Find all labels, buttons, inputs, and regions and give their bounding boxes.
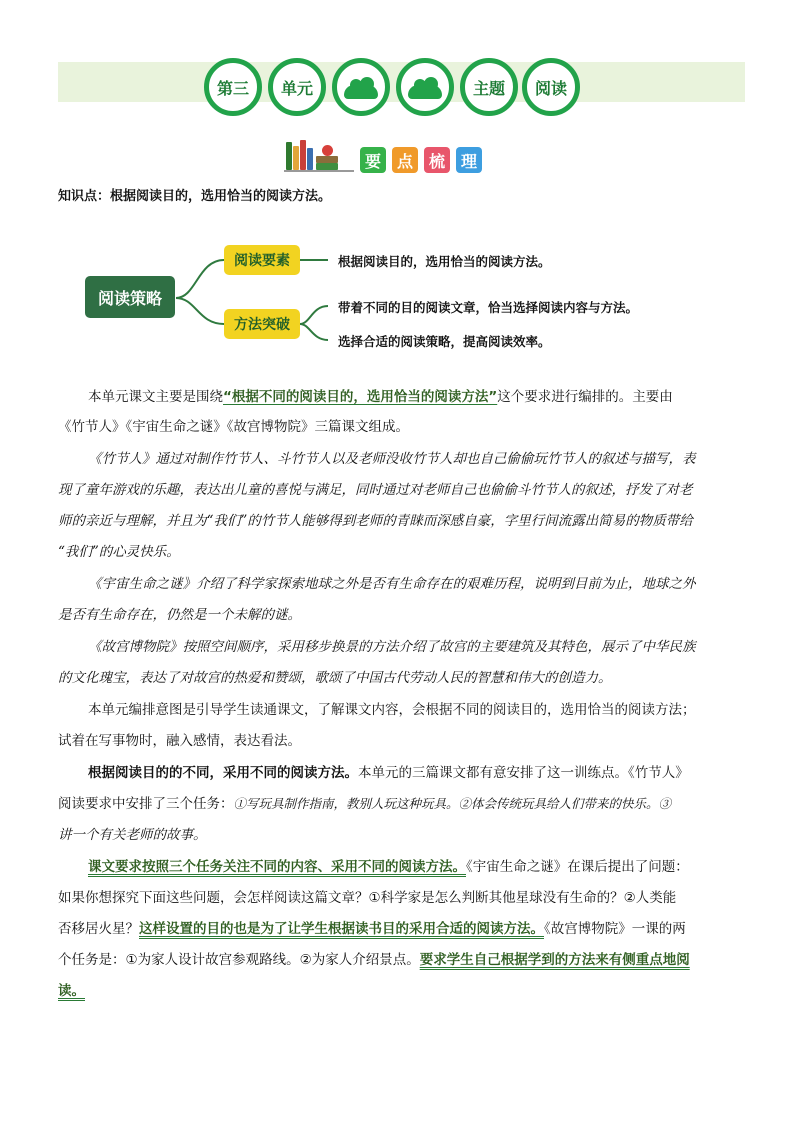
title-char-4: 理 — [456, 147, 482, 173]
mindmap-branch-1: 阅读要素 — [224, 245, 300, 275]
cloud-icon — [408, 85, 442, 99]
paragraph-1-line-2: 《竹节人》《宇宙生命之谜》《故宫博物院》三篇课文组成。 — [58, 419, 409, 435]
unit-circle-2: 单元 — [268, 58, 326, 116]
unit-circle-1: 第三 — [204, 58, 262, 116]
paragraph-2-line-2: 现了童年游戏的乐趣，表达出儿童的喜悦与满足，同时通过对老师自己也偷偷斗竹节人的叙述，抒发了对老 — [58, 482, 693, 498]
paragraph-5-line-1: 本单元编排意图是引导学生读通课文，了解课文内容，会根据不同的阅读目的，选用恰当的阅读方法； — [88, 702, 696, 718]
paragraph-6-line-2: 阅读要求中安排了三个任务：①写玩具制作指南，教别人玩这种玩具。②体会传统玩具给人们带来的快乐。③ — [58, 796, 672, 812]
paragraph-2-line-4: “我们”的心灵快乐。 — [58, 544, 180, 560]
theme-circle: 主题 — [460, 58, 518, 116]
cloud-circle-1 — [332, 58, 390, 116]
mindmap-branch-2: 方法突破 — [224, 309, 300, 339]
books-icon — [282, 138, 356, 172]
paragraph-2-line-1: 《竹节人》通过对制作竹节人、斗竹节人以及老师没收竹节人却也自己偷偷玩竹节人的叙述与描写，表 — [88, 451, 696, 467]
paragraph-7-line-5: 读。 — [58, 983, 85, 999]
paragraph-1-line-1: 本单元课文主要是围绕“根据不同的阅读目的，选用恰当的阅读方法”这个要求进行编排的。主要由 — [88, 389, 673, 405]
paragraph-7-line-3: 否移居火星？这样设置的目的也是为了让学生根据读书目的采用合适的阅读方法。《故宫博物院》一课的两 — [58, 921, 686, 937]
paragraph-4-line-2: 的文化瑰宝，表达了对故宫的热爱和赞颂，歌颂了中国古代劳动人民的智慧和伟大的创造力。 — [58, 670, 612, 686]
title-char-3: 梳 — [424, 147, 450, 173]
mindmap-leaf-1: 根据阅读目的，选用恰当的阅读方法。 — [338, 254, 551, 269]
paragraph-7-line-1: 课文要求按照三个任务关注不同的内容、采用不同的阅读方法。《宇宙生命之谜》在课后提出了问题： — [88, 859, 689, 875]
paragraph-5-line-2: 试着在写事物时，融入感情，表达看法。 — [58, 733, 301, 749]
mindmap-leaf-3: 选择合适的阅读策略，提高阅读效率。 — [338, 334, 551, 349]
paragraph-7-line-4: 个任务是：①为家人设计故宫参观路线。②为家人介绍景点。要求学生自己根据学到的方法来有侧重点地阅 — [58, 952, 690, 968]
cloud-circle-2 — [396, 58, 454, 116]
paragraph-2-line-3: 师的亲近与理解，并且为“我们”的竹节人能够得到老师的青睐而深感自豪，字里行间流露出简易的物质带给 — [58, 513, 693, 529]
knowledge-point: 知识点：根据阅读目的，选用恰当的阅读方法。 — [58, 189, 332, 204]
paragraph-6-line-3: 讲一个有关老师的故事。 — [58, 827, 207, 843]
paragraph-3-line-2: 是否有生命存在，仍然是一个未解的谜。 — [58, 607, 301, 623]
paragraph-7-line-2: 如果你想探究下面这些问题，会怎样阅读这篇文章？①科学家是怎么判断其他星球没有生命的？②人类能 — [58, 890, 677, 906]
title-char-1: 要 — [360, 147, 386, 173]
mindmap-root: 阅读策略 — [85, 276, 175, 318]
reading-circle: 阅读 — [522, 58, 580, 116]
paragraph-6-line-1: 根据阅读目的的不同，采用不同的阅读方法。本单元的三篇课文都有意安排了这一训练点。《竹节人》 — [88, 765, 689, 781]
paragraph-4-line-1: 《故宫博物院》按照空间顺序，采用移步换景的方法介绍了故宫的主要建筑及其特色，展示了中华民族 — [88, 639, 696, 655]
title-char-2: 点 — [392, 147, 418, 173]
cloud-icon — [344, 85, 378, 99]
mindmap-leaf-2: 带着不同的目的阅读文章，恰当选择阅读内容与方法。 — [338, 300, 639, 315]
paragraph-3-line-1: 《宇宙生命之谜》介绍了科学家探索地球之外是否有生命存在的艰难历程，说明到目前为止，地球之外 — [88, 576, 696, 592]
